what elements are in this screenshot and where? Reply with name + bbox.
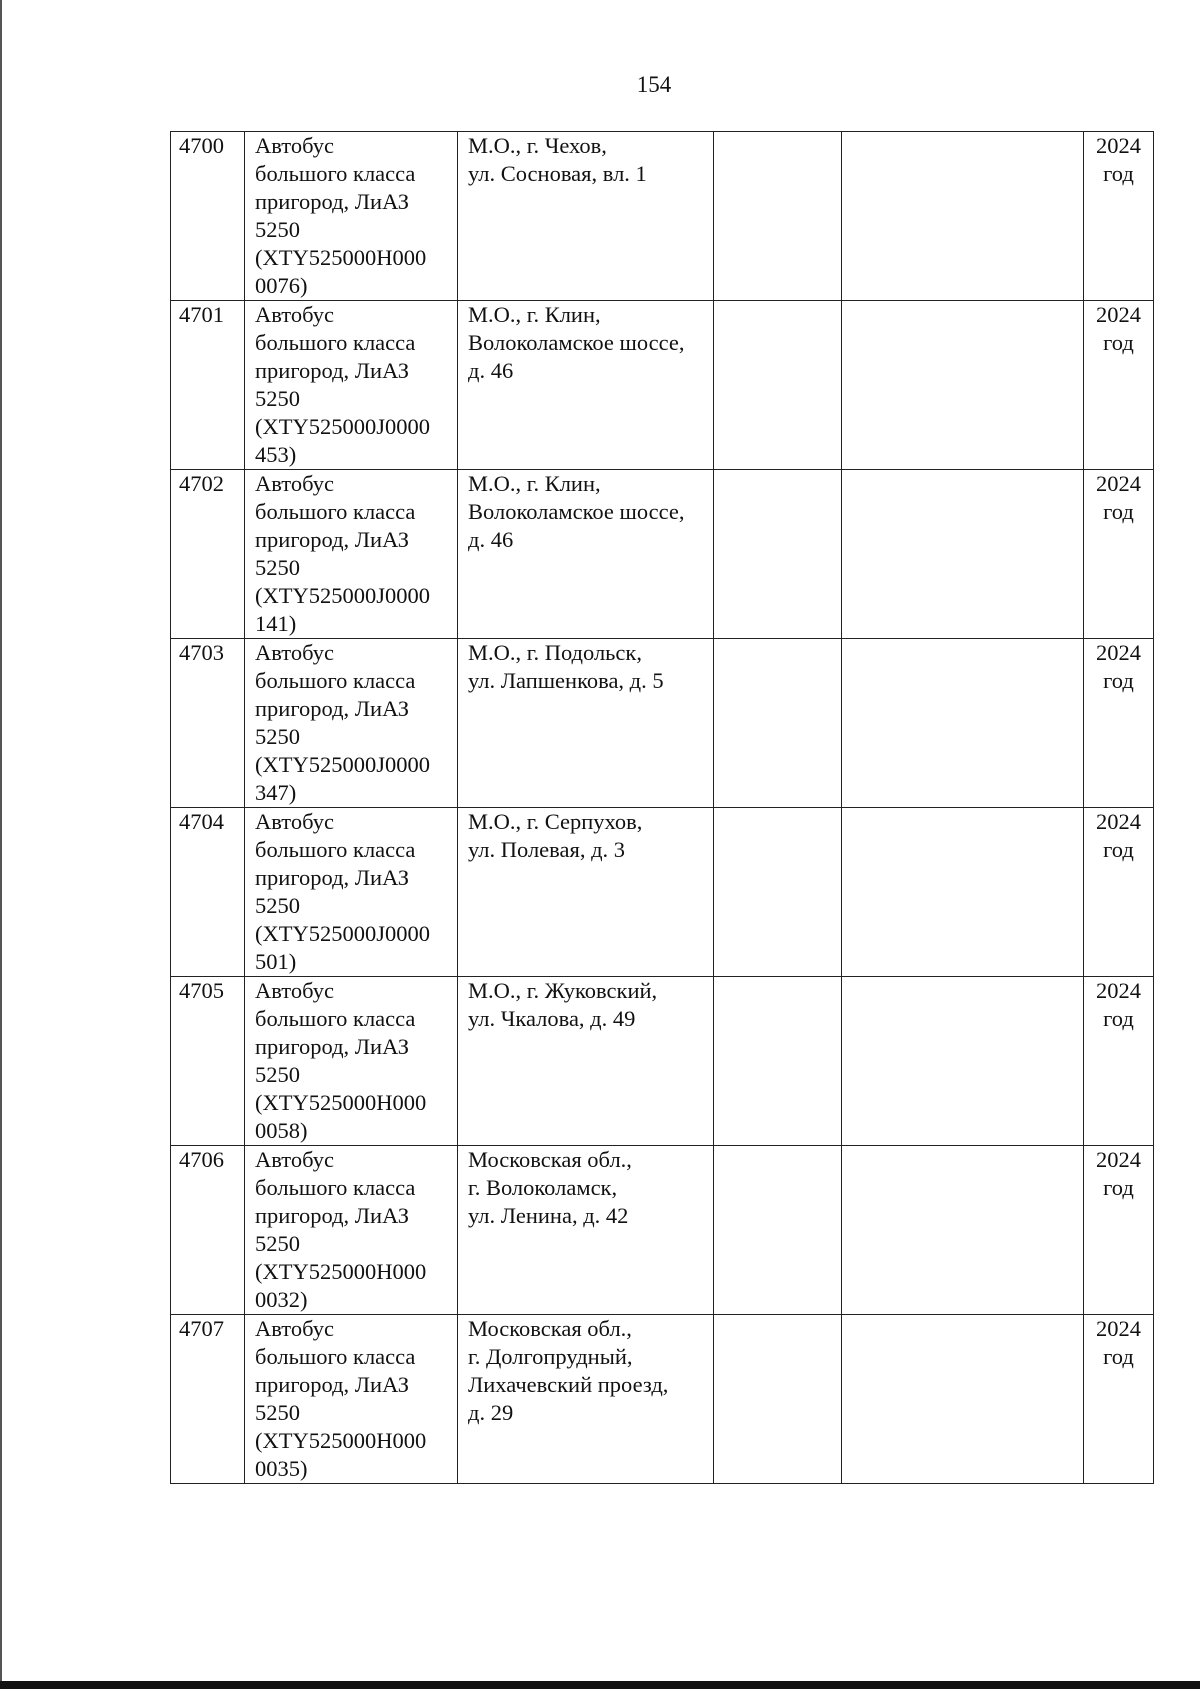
table-row — [171, 1315, 1154, 1484]
cell-address: М.О., г. Клин, Волоколамское шоссе, д. 46 — [458, 301, 714, 470]
cell-asset-name: Автобус большого класса пригород, ЛиАЗ 5250 (XTY525000J0000 453) — [245, 301, 458, 470]
cell-empty-5 — [842, 470, 1084, 639]
cell-empty-4 — [714, 1146, 842, 1315]
cell-empty-4 — [714, 808, 842, 977]
scan-bottom-border — [0, 1681, 1200, 1689]
cell-year: 2024 год — [1084, 639, 1154, 808]
cell-year: 2024 год — [1084, 1315, 1154, 1484]
cell-empty-4 — [714, 470, 842, 639]
cell-address: М.О., г. Клин, Волоколамское шоссе, д. 46 — [458, 470, 714, 639]
cell-empty-4 — [714, 1315, 842, 1484]
page-number: 154 — [636, 72, 672, 97]
cell-year: 2024 год — [1084, 808, 1154, 977]
cell-address: М.О., г. Чехов, ул. Сосновая, вл. 1 — [458, 132, 714, 301]
cell-asset-name: Автобус большого класса пригород, ЛиАЗ 5250 (XTY525000H000 0035) — [245, 1315, 458, 1484]
table-row — [171, 132, 1154, 301]
cell-number: 4705 — [171, 977, 245, 1146]
table-row — [171, 808, 1154, 977]
table-row — [171, 977, 1154, 1146]
table-row — [171, 1146, 1154, 1315]
cell-empty-5 — [842, 1315, 1084, 1484]
cell-number: 4703 — [171, 639, 245, 808]
cell-asset-name: Автобус большого класса пригород, ЛиАЗ 5250 (XTY525000J0000 347) — [245, 639, 458, 808]
cell-empty-5 — [842, 977, 1084, 1146]
cell-empty-4 — [714, 639, 842, 808]
cell-empty-5 — [842, 301, 1084, 470]
cell-empty-4 — [714, 301, 842, 470]
cell-empty-5 — [842, 1146, 1084, 1315]
cell-year: 2024 год — [1084, 132, 1154, 301]
cell-asset-name: Автобус большого класса пригород, ЛиАЗ 5250 (XTY525000J0000 501) — [245, 808, 458, 977]
cell-year: 2024 год — [1084, 301, 1154, 470]
cell-empty-5 — [842, 132, 1084, 301]
cell-number: 4706 — [171, 1146, 245, 1315]
cell-number: 4701 — [171, 301, 245, 470]
cell-asset-name: Автобус большого класса пригород, ЛиАЗ 5250 (XTY525000H000 0058) — [245, 977, 458, 1146]
table-row — [171, 301, 1154, 470]
table-row — [171, 639, 1154, 808]
cell-empty-5 — [842, 808, 1084, 977]
cell-year: 2024 год — [1084, 977, 1154, 1146]
scan-edge — [0, 0, 2, 1689]
cell-asset-name: Автобус большого класса пригород, ЛиАЗ 5250 (XTY525000J0000 141) — [245, 470, 458, 639]
cell-asset-name: Автобус большого класса пригород, ЛиАЗ 5250 (XTY525000H000 0076) — [245, 132, 458, 301]
cell-address: Московская обл., г. Волоколамск, ул. Ленина, д. 42 — [458, 1146, 714, 1315]
cell-asset-name: Автобус большого класса пригород, ЛиАЗ 5250 (XTY525000H000 0032) — [245, 1146, 458, 1315]
cell-address: М.О., г. Серпухов, ул. Полевая, д. 3 — [458, 808, 714, 977]
cell-address: М.О., г. Жуковский, ул. Чкалова, д. 49 — [458, 977, 714, 1146]
asset-table — [170, 131, 1154, 1484]
table-row — [171, 470, 1154, 639]
cell-empty-4 — [714, 977, 842, 1146]
cell-address: М.О., г. Подольск, ул. Лапшенкова, д. 5 — [458, 639, 714, 808]
cell-number: 4700 — [171, 132, 245, 301]
cell-year: 2024 год — [1084, 470, 1154, 639]
cell-empty-5 — [842, 639, 1084, 808]
cell-address: Московская обл., г. Долгопрудный, Лихачевский проезд, д. 29 — [458, 1315, 714, 1484]
table-body — [171, 132, 1154, 1484]
cell-number: 4704 — [171, 808, 245, 977]
cell-number: 4702 — [171, 470, 245, 639]
cell-empty-4 — [714, 132, 842, 301]
cell-number: 4707 — [171, 1315, 245, 1484]
cell-year: 2024 год — [1084, 1146, 1154, 1315]
